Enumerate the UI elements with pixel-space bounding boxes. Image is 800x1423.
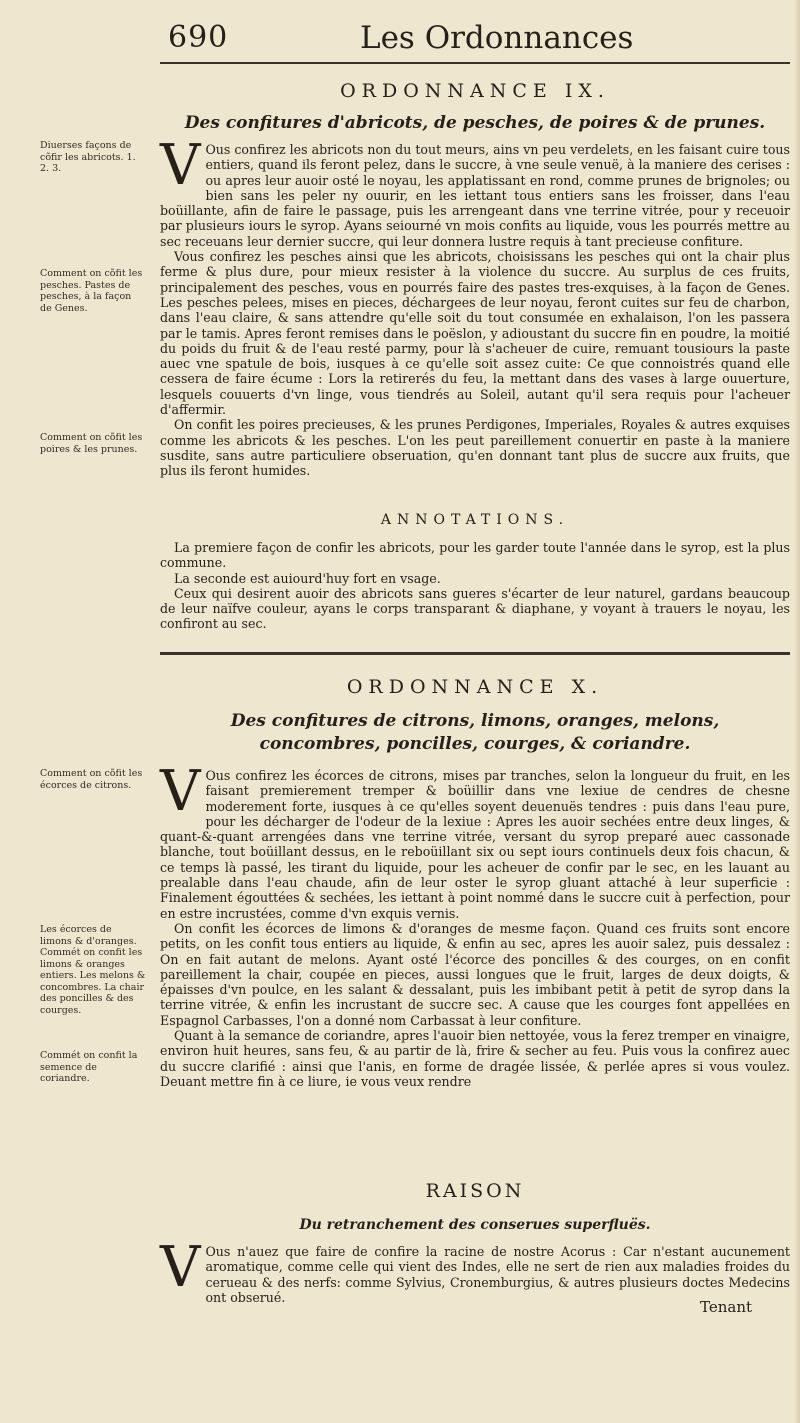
raison-heading: RAISON: [425, 1180, 525, 1202]
paragraph: [160, 921, 790, 1028]
paragraph-text: Ous confirez les abricots non du tout meurs, ains vn peu verdelets, en les faisant cuire tous entiers, quand ils feront pelez, dans le succre, à vne seule venuë, à la maniere des cerises : ou apres leur auoir osté le noyau, les applatissant en rond, comme prunes de brignoles; ou bien sans les peler ny ouurir, en les iettant tous entiers sans les froisser, dans l'eau boüillante, afin de faire le passage, puis les arrengeant dans vne terrine vitrée, pour y receuoir par plusieurs iours le syrop. Ayans seiourné vn mois confits au liquide, vous les pourrés mettre au sec receuans leur dernier succre, qui leur donnera lustre requis à tant precieuse confiture.: [160, 142, 790, 249]
paragraph-text: Ous confirez les écorces de citrons, mises par tranches, selon la longueur du fruit, en les faisant premierement tremper & boüillir dans vne lexiue de cendres de chesne moderement forte, iusques à ce qu'elles soyent deuenuës tendres : puis dans l'eau pure, pour les décharger de l'odeur de la lexiue : Apres les auoir sechées entre deux linges, & quant-&-quant arrengées dans vne terrine vitrée, versant du syrop preparé auec cassonade blanche, tout boüillant dessus, en le reboüillant six ou sept iours continuels deux fois chacun, & ce temps là passé, les tirant du liquide, pour les acheuer de confir par le sec, en les lauant au prealable dans l'eau chaude, afin de leur oster le syrop gluant attaché à leur superficie : Finalement égouttées & sechées, les iettant à point nommé dans le succre cuit à perfection, pour en estre incrustées, comme d'vn exquis vernis.: [160, 768, 790, 921]
paragraph-text: On confit les écorces de limons & d'oranges de mesme façon. Quand ces fruits sont encore petits, on les confit tous entiers au liquide, & enfin au sec, apres les auoir salez, puis dessalez : On en fait autant de melons. Ayant osté l'écorce des poncilles & des courges, on en confit pareillement la chair, coupée en pieces, aussi longues que le fruit, larges de deux doigts, & épaisses d'vn poulce, en les salant & dessalant, puis les imbibant petit à petit de syrop dans la terrine vitrée, & enfin les incrustant de succre sec. A cause que les courges font appellées en Espagnol Carbasses, l'on a donné nom Carbassat à leur confiture.: [160, 920, 790, 1028]
paragraph-text: La premiere façon de confir les abricots, pour les garder toute l'année dans le syrop, est la plus commune.: [160, 540, 790, 571]
margin-note: Commét on confit la semence de coriandre.: [40, 1050, 138, 1084]
catchword: Tenant: [700, 1298, 753, 1316]
annotations-text: [160, 540, 790, 632]
paragraph-text: Ceux qui desirent auoir des abricots sans gueres s'écarter de leur naturel, gardans beaucoup de leur naïfve couleur, ayans le corps transparant & diaphane, y voyant à trauers le noyau, les confiront au sec.: [160, 585, 790, 632]
ordonnance-x-heading: ORDONNANCE X.: [346, 676, 604, 698]
annotations-heading: ANNOTATIONS.: [380, 512, 570, 528]
drop-capital: V: [160, 1235, 201, 1300]
section-rule: [160, 652, 790, 655]
paragraph: [160, 571, 790, 586]
paragraph: [160, 249, 790, 417]
ordonnance-x-text: [160, 759, 790, 1089]
paragraph: [160, 1028, 790, 1089]
paragraph-text: Vous confirez les pesches ainsi que les abricots, choisissans les pesches qui ont la chair plus ferme & plus dure, pour mieux resister à la violence du succre. Au surplus de ces fruits, principalement des pesches, vous en pourrés faire des pastes tres-exquises, à la façon de Genes. Les pesches pelees, mises en pieces, déchargees de leur noyau, feront cuites sur feu de charbon, dans l'eau claire, & sans attendre qu'elle soit du tout consumée en exhalaison, l'on les passera par le tamis. Apres feront remises dans le poëslon, y adioustant du succre fin en poudre, la moitié du poids du fruit & de l'eau resté parmy, pour là s'acheuer de cuire, remuant tousiours la paste auec vne spatule de bois, iusques à ce qu'elle soit assez cuite: Ce que connoistrés quand elle cessera de faire écume : Lors la retirerés du feu, la mettant dans des vases à large ouuerture, lesquels couuerts d'vn linge, vous tiendrés au Soleil, autant qu'il sera requis pour l'acheuer d'affermir.: [160, 249, 790, 418]
raison-text: [160, 1235, 790, 1305]
drop-capital: V: [160, 759, 201, 824]
paragraph: [160, 1235, 790, 1305]
margin-note: Les écorces de limons & d'oranges. Commét on confit les limons & oranges entiers. Les melons & concombres. La chair des poncilles & des courges.: [40, 924, 146, 1016]
paragraph-text: On confit les poires precieuses, & les prunes Perdigones, Imperiales, Royales & autres exquises comme les abricots & les pesches. L'on les peut pareillement conuertir en paste à la maniere susdite, sans autre particuliere obseruation, qu'en donnant tant plus de succre aux fruits, que plus ils feront humides.: [160, 417, 790, 479]
paragraph: [160, 133, 790, 249]
raison-subtitle: Du retranchement des conserues superfluës.: [299, 1217, 651, 1233]
drop-capital: V: [160, 133, 201, 198]
running-title: Les Ordonnances: [360, 20, 634, 56]
paragraph: [160, 759, 790, 921]
paragraph-text: La seconde est auiourd'huy fort en vsage.: [174, 570, 441, 586]
paragraph: [160, 417, 790, 478]
page-number: 690: [168, 20, 229, 55]
ordonnance-ix-subtitle: Des confitures d'abricots, de pesches, de poires & de prunes.: [184, 113, 766, 133]
page-header: [160, 20, 800, 76]
margin-note: Comment on cõfit les écorces de citrons.: [40, 768, 143, 791]
ordonnance-ix-text: [160, 133, 790, 479]
paragraph-text: Ous n'auez que faire de confire la racine de nostre Acorus : Car n'estant aucunement aromatique, comme celle qui vient des Indes, elle ne sert de rien aux maladies froides du cerueau & des nerfs: comme Sylvius, Cronemburgius, & autres plusieurs doctes Medecins ont obserué.: [205, 1244, 790, 1305]
header-rule: [160, 62, 790, 64]
page-edge-shadow: [794, 0, 800, 1423]
margin-note: Diuerses façons de cõfir les abricots. 1. 2. 3.: [40, 140, 136, 174]
paragraph: [160, 586, 790, 632]
paragraph: [160, 540, 790, 571]
margin-note: Comment on cõfit les poires & les prunes.: [40, 432, 143, 455]
paragraph-text: Quant à la semance de coriandre, apres l'auoir bien nettoyée, vous la ferez tremper en vinaigre, environ huit heures, sans feu, & au partir de là, frire & secher au feu. Puis vous la confirez auec du succre clarifié : ainsi que l'anis, en forme de dragée lissée, & perlée apres si vous voulez. Deuant mettre fin à ce liure, ie vous veux rendre: [160, 1028, 790, 1089]
ordonnance-x-subtitle: Des confitures de citrons, limons, oranges, melons, concombres, poncilles, courges, & coriandre.: [230, 711, 720, 754]
margin-note: Comment on cõfit les pesches. Pastes de pesches, à la façon de Genes.: [40, 268, 143, 314]
ordonnance-ix-heading: ORDONNANCE IX.: [340, 80, 610, 102]
